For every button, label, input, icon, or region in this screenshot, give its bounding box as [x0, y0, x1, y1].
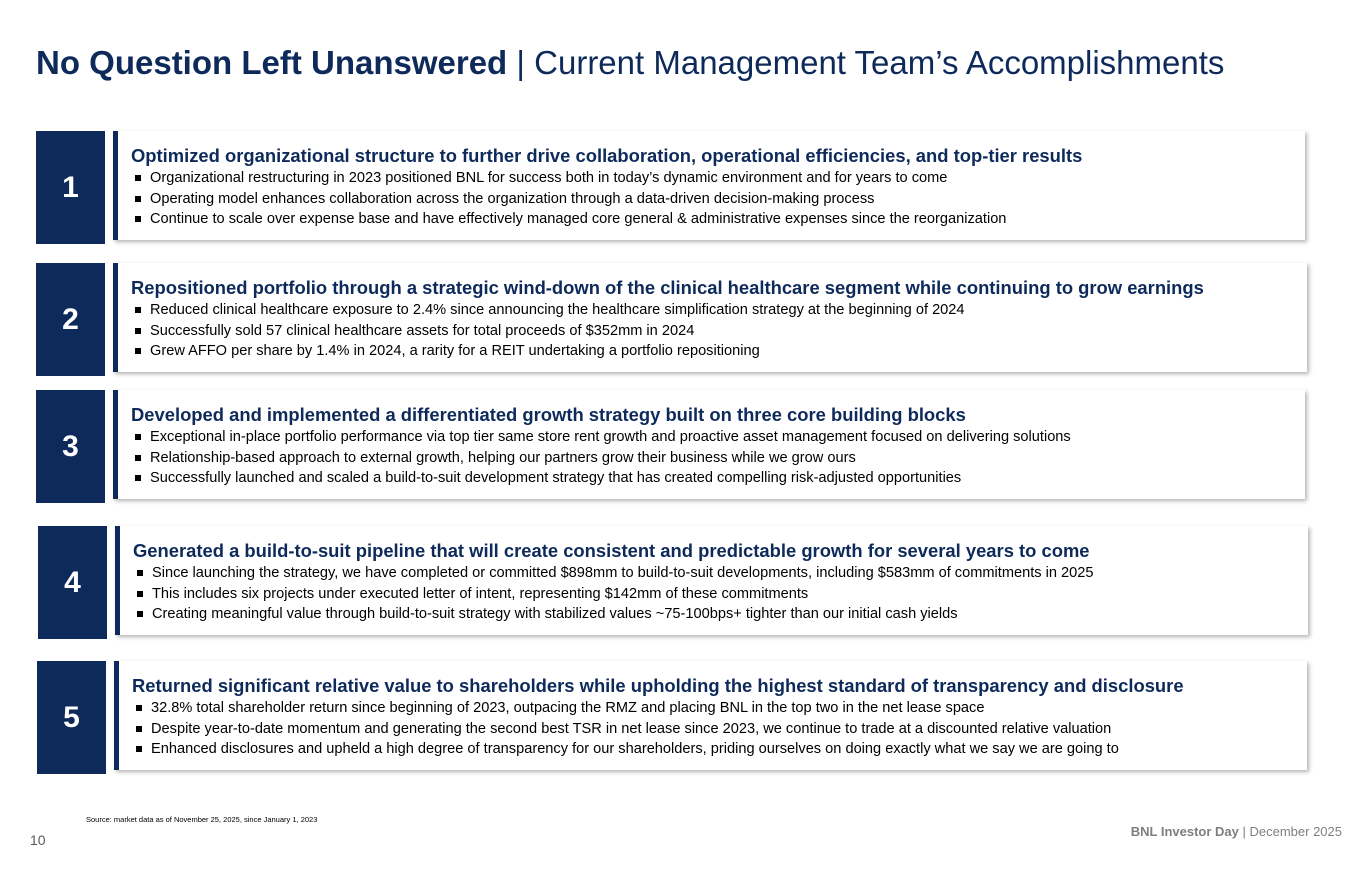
square-bullet-icon — [135, 348, 141, 354]
square-bullet-icon — [135, 434, 141, 440]
accomplishment-card — [114, 661, 1307, 770]
bullet-item — [131, 300, 1307, 321]
bullet-list — [131, 427, 1305, 489]
accomplishment-card — [113, 390, 1305, 499]
square-bullet-icon — [135, 328, 141, 334]
accomplishment-row-2 — [36, 263, 1308, 376]
square-bullet-icon — [135, 196, 141, 202]
accomplishment-title: Generated a build-to-suit pipeline that will create consistent and predictable growth for several years to come — [133, 540, 1090, 561]
accomplishment-title: Optimized organizational structure to further drive collaboration, operational efficiencies, and top-tier results — [131, 145, 1083, 166]
accomplishment-title: Developed and implemented a differentiated growth strategy built on three core building blocks — [131, 404, 966, 425]
item-number-badge: 2 — [36, 263, 105, 376]
square-bullet-icon — [137, 591, 143, 597]
page-title — [36, 44, 1224, 82]
bullet-item — [131, 427, 1305, 448]
accomplishment-title: Repositioned portfolio through a strategic wind-down of the clinical healthcare segment while continuing to grow earnings — [131, 277, 1204, 298]
bullet-text: Creating meaningful value through build-to-suit strategy with stabilized values ~75-100bps+ tighter than our initial cash yields — [152, 606, 958, 622]
accomplishment-card — [113, 263, 1307, 372]
accomplishment-title: Returned significant relative value to shareholders while upholding the highest standard of transparency and disclosure — [132, 675, 1184, 696]
bullet-text: Enhanced disclosures and upheld a high degree of transparency for our shareholders, priding ourselves on doing exactly what we say we are going to — [151, 741, 1119, 757]
square-bullet-icon — [135, 455, 141, 461]
bullet-item — [133, 604, 1308, 625]
square-bullet-icon — [135, 216, 141, 222]
page-title-rest: Current Management Team’s Accomplishments — [534, 44, 1225, 81]
item-number-badge: 4 — [38, 526, 107, 639]
square-bullet-icon — [136, 705, 142, 711]
bullet-item — [132, 719, 1307, 740]
accomplishment-row-3 — [36, 390, 1306, 503]
bullet-item — [131, 468, 1305, 489]
bullet-text: Reduced clinical healthcare exposure to 2.4% since announcing the healthcare simplification strategy at the beginning of 2024 — [150, 302, 965, 318]
bullet-item — [133, 584, 1308, 605]
bullet-text: Exceptional in-place portfolio performance via top tier same store rent growth and proactive asset management focused on delivering solutions — [150, 429, 1071, 445]
event-separator: | — [1238, 824, 1250, 839]
item-number-badge: 1 — [36, 131, 105, 244]
square-bullet-icon — [136, 746, 142, 752]
accomplishment-row-1 — [36, 131, 1306, 244]
page-number: 10 — [30, 832, 46, 848]
accomplishment-card — [113, 131, 1305, 240]
event-footer — [1131, 824, 1342, 839]
square-bullet-icon — [135, 475, 141, 481]
bullet-text: This includes six projects under executed letter of intent, representing $142mm of these commitments — [152, 585, 809, 602]
event-date: December 2025 — [1249, 824, 1342, 839]
bullet-text: Operating model enhances collaboration across the organization through a data-driven decision-making process — [150, 190, 875, 207]
bullet-text: Relationship-based approach to external growth, helping our partners grow their business while we grow ours — [150, 449, 856, 466]
accomplishment-card — [115, 526, 1308, 635]
bullet-text: Successfully launched and scaled a build-to-suit development strategy that has created compelling risk-adjusted opportunities — [150, 470, 962, 486]
bullet-item — [131, 341, 1307, 362]
event-name: BNL Investor Day — [1130, 824, 1239, 839]
bullet-item — [131, 189, 1305, 210]
item-number-badge: 3 — [36, 390, 105, 503]
accomplishment-row-4 — [38, 526, 1309, 639]
bullet-list — [132, 698, 1307, 760]
bullet-list — [133, 563, 1308, 625]
page-title-separator: | — [507, 44, 535, 81]
bullet-item — [131, 321, 1307, 342]
bullet-item — [131, 448, 1305, 469]
square-bullet-icon — [135, 175, 141, 181]
source-footnote: Source: market data as of November 25, 2025, since January 1, 2023 — [86, 815, 318, 824]
bullet-item — [131, 168, 1305, 189]
square-bullet-icon — [135, 307, 141, 313]
bullet-text: Since launching the strategy, we have completed or committed $898mm to build-to-suit developments, including $583mm of commitments in 2025 — [152, 565, 1094, 581]
accomplishment-row-5 — [37, 661, 1308, 774]
bullet-item — [131, 209, 1305, 230]
bullet-text: Despite year-to-date momentum and generating the second best TSR in net lease since 2023, we continue to trade at a discounted relative valuation — [151, 720, 1112, 737]
bullet-item — [132, 698, 1307, 719]
square-bullet-icon — [136, 726, 142, 732]
bullet-list — [131, 300, 1307, 362]
bullet-text: Successfully sold 57 clinical healthcare assets for total proceeds of $352mm in 2024 — [150, 322, 695, 339]
bullet-item — [133, 563, 1308, 584]
bullet-list — [131, 168, 1305, 230]
page-title-bold: No Question Left Unanswered — [36, 44, 508, 81]
item-number-badge: 5 — [37, 661, 106, 774]
square-bullet-icon — [137, 611, 143, 617]
bullet-text: 32.8% total shareholder return since beginning of 2023, outpacing the RMZ and placing BNL in the top two in the net lease space — [151, 700, 985, 716]
bullet-item — [132, 739, 1307, 760]
bullet-text: Continue to scale over expense base and have effectively managed core general & administrative expenses since the reorganization — [150, 211, 1007, 227]
bullet-text: Grew AFFO per share by 1.4% in 2024, a rarity for a REIT undertaking a portfolio repositioning — [150, 343, 760, 359]
bullet-text: Organizational restructuring in 2023 positioned BNL for success both in today’s dynamic environment and for years to come — [150, 170, 948, 186]
square-bullet-icon — [137, 570, 143, 576]
